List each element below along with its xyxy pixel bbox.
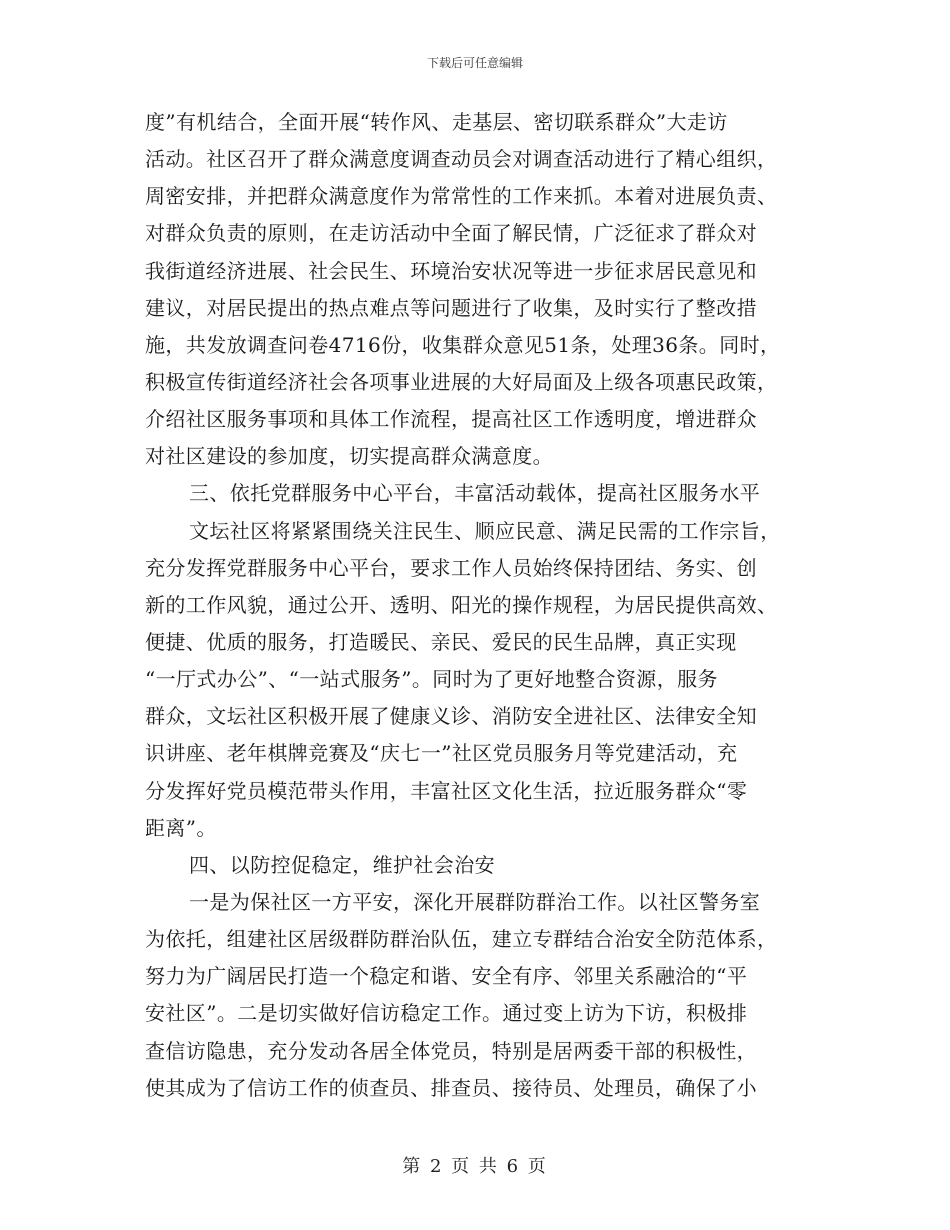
page-header: 下载后可任意编辑 [426, 56, 523, 70]
text-line: 识讲座、老年棋牌竞赛及“庆七一”社区党员服务月等党建活动，充 [145, 741, 738, 766]
document-body [145, 104, 813, 1107]
text-line: 文坛社区将紧紧围绕关注民生、顺应民意、满足民需的工作宗旨， [189, 518, 781, 543]
page-number: 第 2 页 共 6 页 [402, 1156, 548, 1177]
text-line: 使其成为了信访工作的侦查员、排查员、接待员、处理员，确保了小 [145, 1075, 757, 1100]
text-line: 活动。社区召开了群众满意度调查动员会对调查活动进行了精心组织， [145, 147, 778, 172]
text-line: “一厅式办公”、“一站式服务”。同时为了更好地整合资源，服务 [145, 667, 718, 692]
text-line: 分发挥好党员模范带头作用，丰富社区文化生活，拉近服务群众“零 [145, 778, 748, 803]
text-line: 便捷、优质的服务，打造暖民、亲民、爱民的民生品牌，真正实现 [145, 629, 737, 654]
text-line: 距离”。 [145, 815, 217, 840]
text-line: 积极宣传街道经济社会各项事业进展的大好局面及上级各项惠民政策， [145, 369, 778, 394]
text-line: 新的工作风貌，通过公开、透明、阳光的操作规程，为居民提供高效、 [145, 592, 778, 617]
section-heading: 四、以防控促稳定，维护社会治安 [189, 852, 495, 877]
text-line: 一是为保社区一方平安，深化开展群防群治工作。以社区警务室 [189, 889, 761, 914]
text-line: 施，共发放调查问卷4716份，收集群众意见51条，处理36条。同时， [145, 332, 781, 357]
text-line: 度”有机结合，全面开展“转作风、走基层、密切联系群众”大走访 [145, 110, 728, 134]
text-line: 努力为广阔居民打造一个稳定和谐、安全有序、邻里关系融洽的“平 [145, 964, 748, 989]
text-line: 安社区”。二是切实做好信访稳定工作。通过变上访为下访，积极排 [145, 1001, 748, 1026]
text-line: 查信访隐患，充分发动各居全体党员，特别是居两委干部的积极性， [145, 1038, 757, 1063]
text-line: 我街道经济进展、社会民生、环境治安状况等进一步征求居民意见和 [145, 258, 757, 283]
text-line: 建议，对居民提出的热点难点等问题进行了收集，及时实行了整改措 [145, 295, 757, 320]
text-line: 群众，文坛社区积极开展了健康义诊、消防安全进社区、法律安全知 [145, 704, 757, 729]
section-heading: 三、依托党群服务中心平台，丰富活动载体，提高社区服务水平 [189, 481, 761, 506]
text-line: 对群众负责的原则，在走访活动中全面了解民情，广泛征求了群众对 [145, 221, 757, 246]
text-line: 为依托，组建社区居级群防群治队伍，建立专群结合治安全防范体系， [145, 927, 778, 952]
text-line: 介绍社区服务事项和具体工作流程，提高社区工作透明度，增进群众 [145, 407, 757, 432]
text-line: 充分发挥党群服务中心平台，要求工作人员始终保持团结、务实、创 [145, 555, 757, 580]
text-line: 周密安排，并把群众满意度作为常常性的工作来抓。本着对进展负责、 [145, 184, 778, 209]
text-line: 对社区建设的参加度，切实提高群众满意度。 [145, 444, 553, 469]
